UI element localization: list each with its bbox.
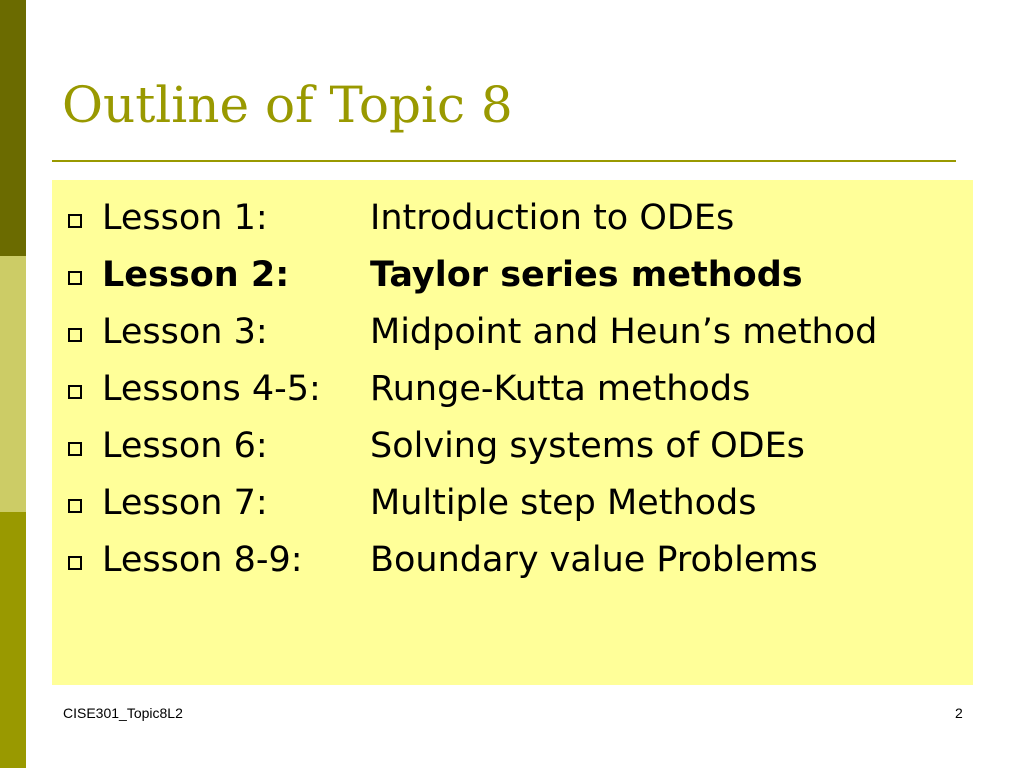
hollow-square-bullet-icon	[68, 499, 82, 513]
footer-course-code: CISE301_Topic8L2	[63, 705, 183, 721]
slide-title: Outline of Topic 8	[62, 76, 513, 134]
hollow-square-bullet-icon	[68, 442, 82, 456]
side-band-top	[0, 0, 26, 256]
list-item	[52, 475, 973, 532]
footer-page-number: 2	[955, 705, 963, 721]
lesson-label: Lesson 1:	[102, 198, 268, 238]
hollow-square-bullet-icon	[68, 214, 82, 228]
lesson-list	[52, 190, 973, 589]
hollow-square-bullet-icon	[68, 271, 82, 285]
lesson-label: Lesson 2:	[102, 255, 290, 295]
lesson-label: Lesson 3:	[102, 312, 268, 352]
hollow-square-bullet-icon	[68, 385, 82, 399]
content-box	[52, 180, 973, 685]
lesson-description: Runge-Kutta methods	[370, 369, 751, 409]
list-item	[52, 190, 973, 247]
lesson-description: Taylor series methods	[370, 255, 803, 295]
side-band-bottom	[0, 512, 26, 768]
lesson-description: Multiple step Methods	[370, 483, 757, 523]
lesson-label: Lesson 8-9:	[102, 540, 303, 580]
lesson-description: Introduction to ODEs	[370, 198, 735, 238]
lesson-description: Midpoint and Heun’s method	[370, 312, 878, 352]
list-item	[52, 361, 973, 418]
list-item	[52, 532, 973, 589]
lesson-label: Lesson 6:	[102, 426, 268, 466]
list-item	[52, 418, 973, 475]
lesson-description: Boundary value Problems	[370, 540, 818, 580]
lesson-label: Lesson 7:	[102, 483, 268, 523]
list-item	[52, 304, 973, 361]
side-band-middle	[0, 256, 26, 512]
lesson-label: Lessons 4-5:	[102, 369, 321, 409]
list-item	[52, 247, 973, 304]
hollow-square-bullet-icon	[68, 556, 82, 570]
title-divider	[52, 160, 956, 162]
hollow-square-bullet-icon	[68, 328, 82, 342]
lesson-description: Solving systems of ODEs	[370, 426, 805, 466]
